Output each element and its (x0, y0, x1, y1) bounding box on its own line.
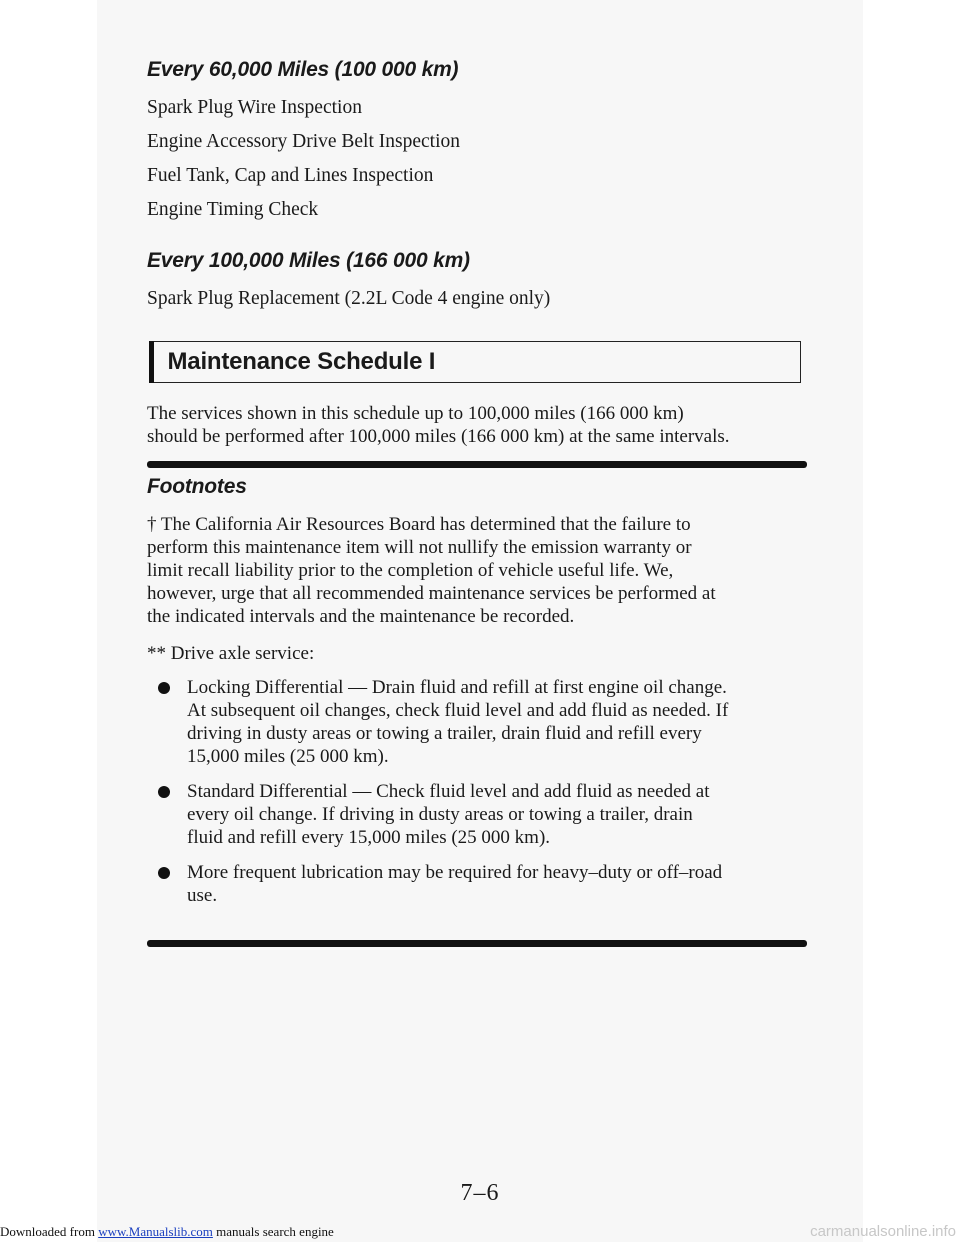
list-item: Fuel Tank, Cap and Lines Inspection (147, 165, 434, 186)
bullet-line: At subsequent oil changes, check fluid level and add fluid as needed. If (187, 700, 729, 721)
footer-prefix: Downloaded from (0, 1224, 99, 1239)
bullet-line: use. (187, 885, 218, 906)
bullet-icon (158, 867, 170, 879)
section-100k-heading: Every 100,000 Miles (166 000 km) (147, 249, 470, 272)
footer-suffix: manuals search engine (212, 1224, 334, 1239)
section-60k (147, 58, 458, 82)
page-number: 7–6 (460, 1180, 500, 1206)
list-item (147, 861, 827, 907)
footnotes-section (147, 475, 247, 499)
bullet-line: More frequent lubrication may be required for heavy–duty or off–road (187, 862, 723, 883)
schedule-title: Maintenance Schedule I (167, 348, 436, 375)
footnote-line: perform this maintenance item will not nullify the emission warranty or (147, 537, 692, 558)
schedule-intro-line: should be performed after 100,000 miles (166 000 km) at the same intervals. (147, 426, 730, 447)
drive-axle-bullets (147, 676, 827, 768)
footnotes-heading: Footnotes (147, 475, 247, 498)
bullet-line: Locking Differential — Drain fluid and refill at first engine oil change. (187, 677, 727, 698)
footnote-line: † The California Air Resources Board has determined that the failure to (147, 514, 691, 535)
bullet-line: fluid and refill every 15,000 miles (25 000 km). (187, 827, 551, 848)
download-footer (0, 1224, 334, 1240)
footnote-dagger (147, 513, 827, 628)
schedule-title-box (149, 341, 801, 383)
bullet-icon (158, 682, 170, 694)
manualslib-link[interactable]: www.Manualslib.com (98, 1224, 213, 1239)
footnote-line: limit recall liability prior to the completion of vehicle useful life. We, (147, 560, 674, 581)
section-divider (147, 940, 807, 947)
bullet-line: driving in dusty areas or towing a trailer, drain fluid and refill every (187, 723, 702, 744)
list-item: Engine Timing Check (147, 199, 319, 220)
list-item: Engine Accessory Drive Belt Inspection (147, 131, 460, 152)
bullet-line: every oil change. If driving in dusty areas or towing a trailer, drain (187, 804, 693, 825)
list-item: Spark Plug Replacement (2.2L Code 4 engine only) (147, 288, 551, 309)
schedule-intro (147, 402, 827, 448)
drive-axle-label: ** Drive axle service: (147, 643, 315, 664)
drive-axle-note (147, 642, 827, 665)
title-accent-bar (149, 341, 154, 383)
schedule-intro-line: The services shown in this schedule up to 100,000 miles (166 000 km) (147, 403, 684, 424)
section-100k-items (147, 282, 550, 316)
section-100k (147, 249, 470, 273)
section-divider (147, 461, 807, 468)
section-60k-items (147, 91, 460, 227)
bullet-line: Standard Differential — Check fluid level and add fluid as needed at (187, 781, 710, 802)
footnote-line: the indicated intervals and the maintenance be recorded. (147, 606, 575, 627)
list-item: Spark Plug Wire Inspection (147, 97, 362, 118)
section-60k-heading: Every 60,000 Miles (100 000 km) (147, 58, 459, 81)
drive-axle-bullets-3 (147, 861, 827, 907)
drive-axle-bullets-2 (147, 780, 827, 849)
list-item (147, 780, 827, 849)
bullet-line: 15,000 miles (25 000 km). (187, 746, 389, 767)
bullet-icon (158, 786, 170, 798)
list-item (147, 676, 827, 768)
footnote-line: however, urge that all recommended maintenance services be performed at (147, 583, 716, 604)
watermark: carmanualsonline.info (810, 1223, 956, 1240)
